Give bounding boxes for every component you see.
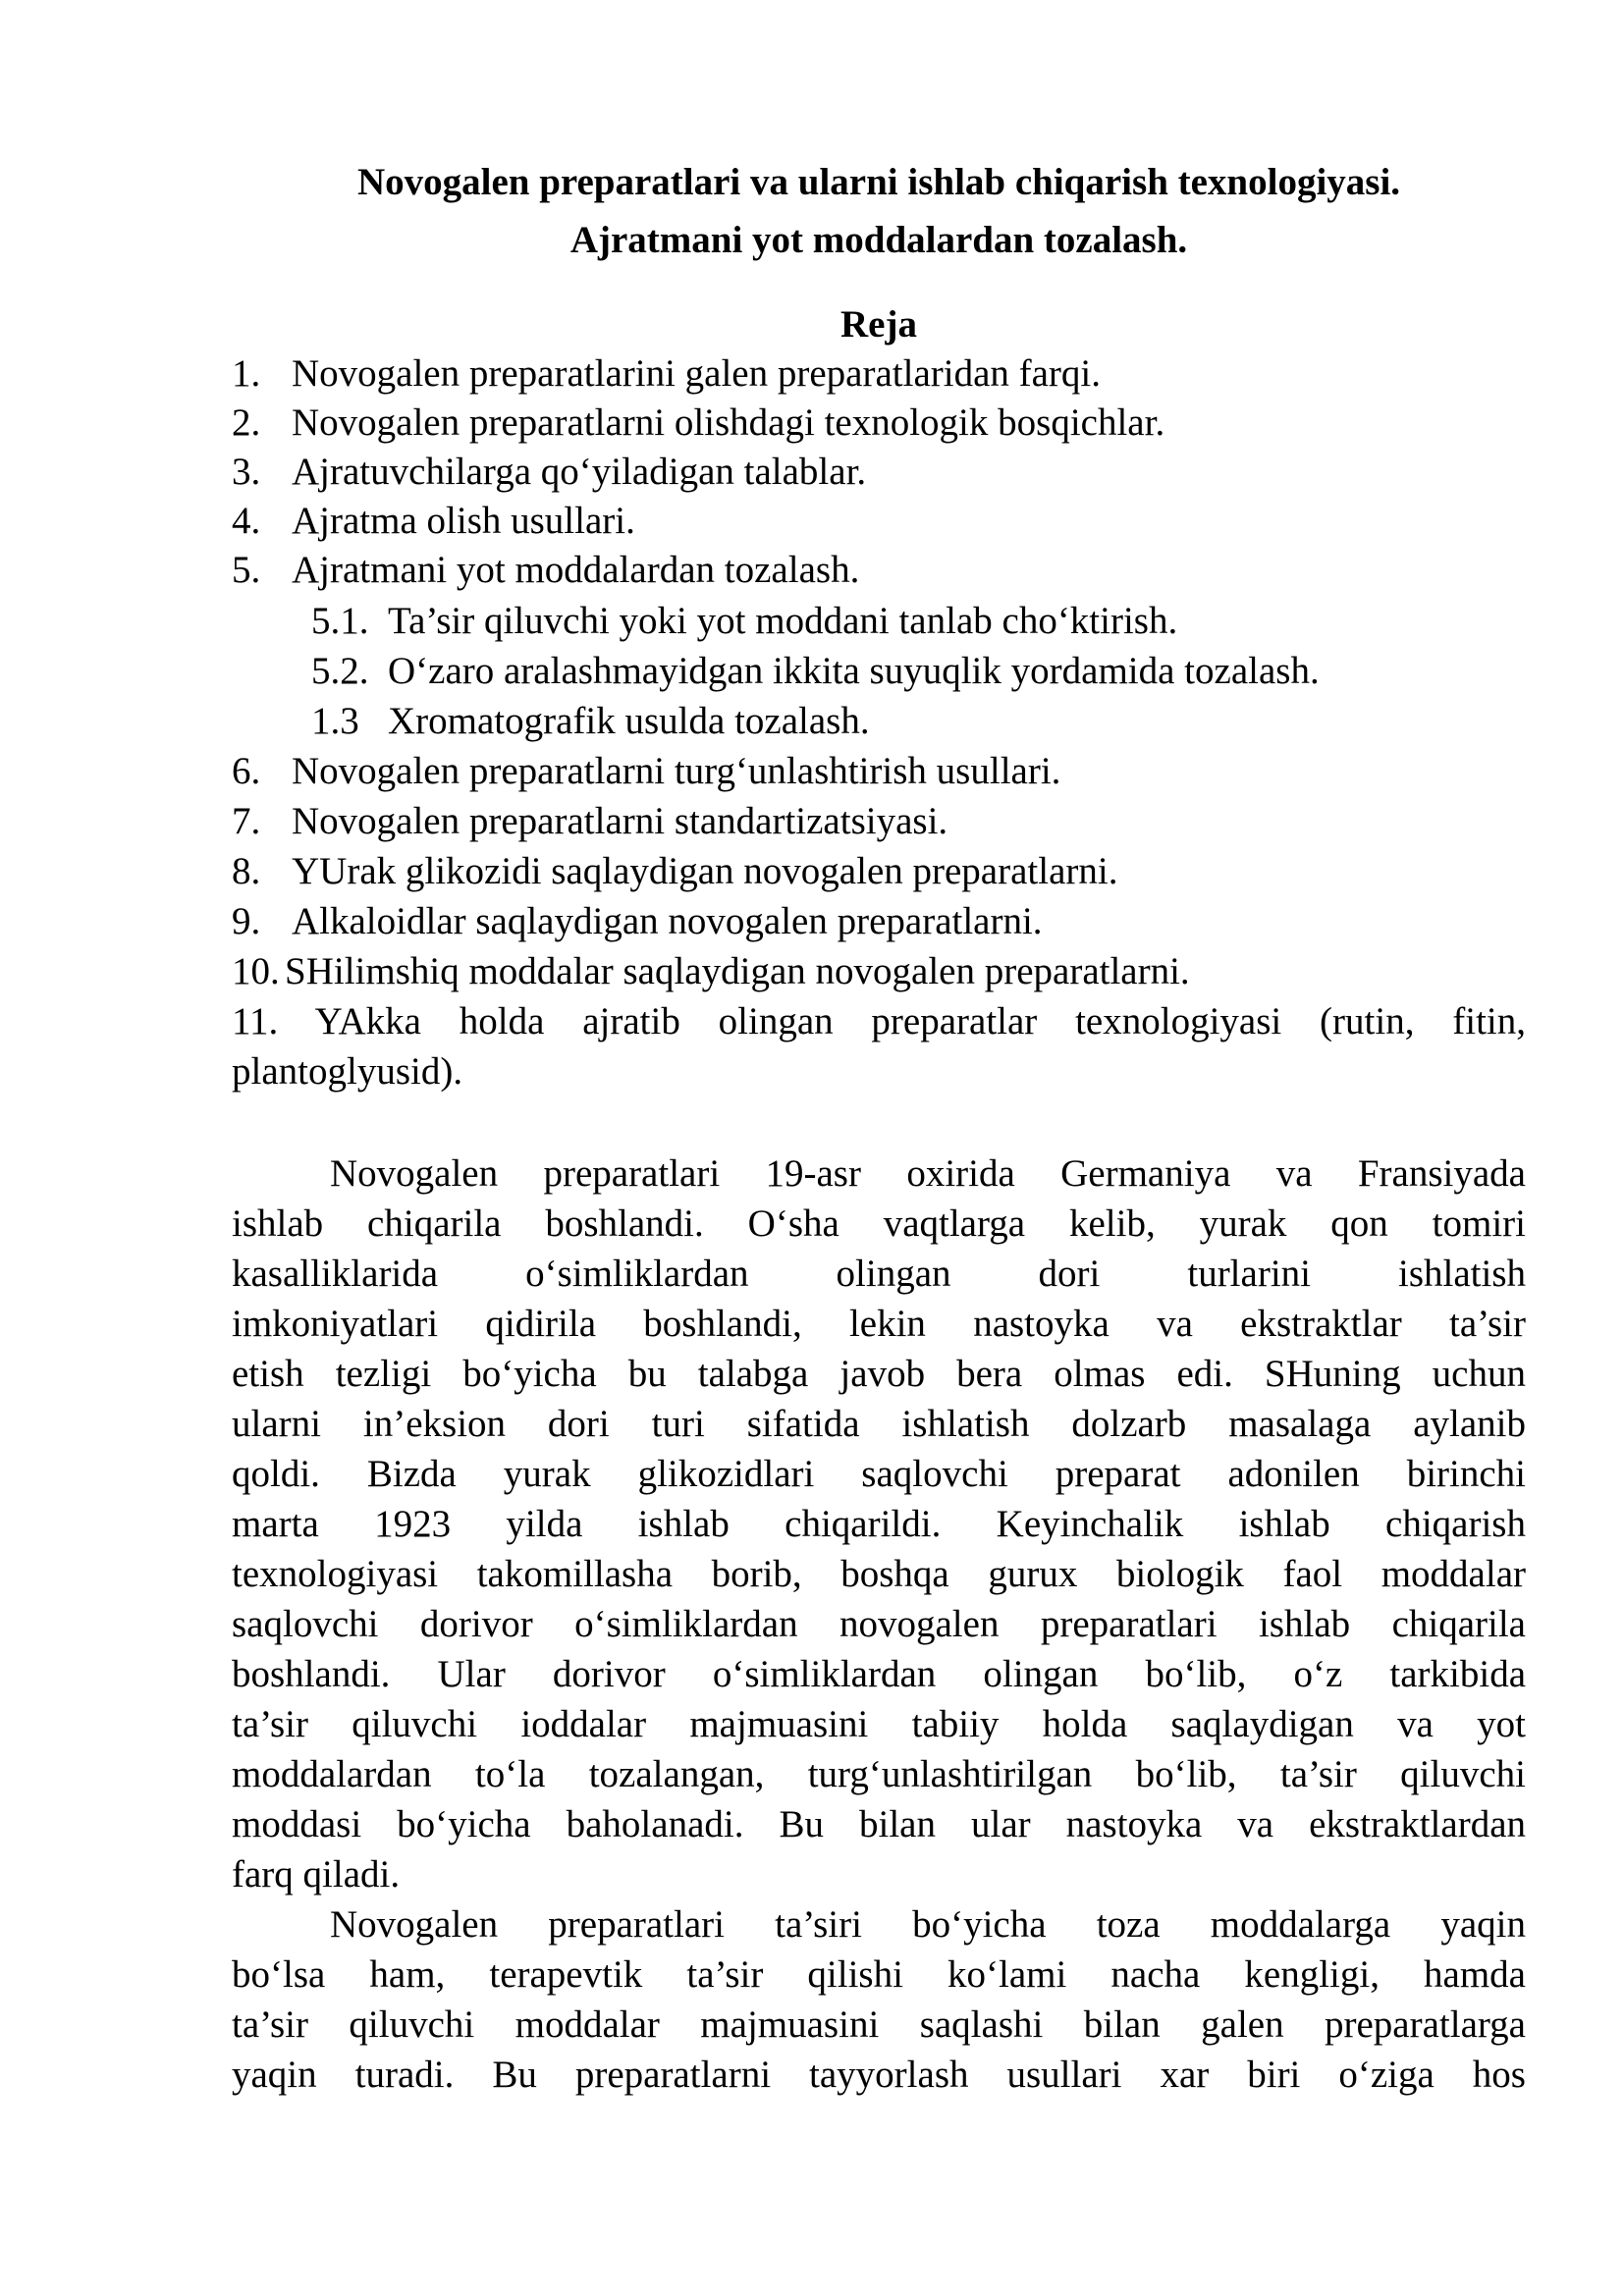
paragraph-line: saqlovchi dorivor o‘simliklardan novogalen preparatlari ishlab chiqarila <box>232 1603 1526 1645</box>
paragraph-line: moddalardan to‘la tozalangan, turg‘unlashtirilgan bo‘lib, ta’sir qiluvchi <box>232 1753 1526 1795</box>
paragraph-line: etish tezligi bo‘yicha bu talabga javob bera olmas edi. SHuning uchun <box>232 1353 1526 1395</box>
plan-item-number: 5. <box>232 549 261 591</box>
plan-item-11-line: plantoglyusid). <box>232 1050 463 1093</box>
paragraph-line: kasalliklarida o‘simliklardan olingan dori turlarini ishlatish <box>232 1253 1526 1295</box>
paragraph-line: farq qiladi. <box>232 1853 401 1896</box>
paragraph-line: ta’sir qiluvchi ioddalar majmuasini tabiiy holda saqlaydigan va yot <box>232 1703 1526 1745</box>
plan-subitem-text: Ta’sir qiluvchi yoki yot moddani tanlab cho‘ktirish. <box>388 600 1178 642</box>
plan-subitem <box>311 696 870 746</box>
plan-item-text: Novogalen preparatlarni turg‘unlashtirish usullari. <box>292 750 1061 792</box>
paragraph-line: qoldi. Bizda yurak glikozidlari saqlovchi preparat adonilen birinchi <box>232 1453 1526 1495</box>
plan-item <box>232 496 635 546</box>
plan-item-number: 9. <box>232 900 261 942</box>
plan-item-text: Ajratmani yot moddalardan tozalash. <box>292 549 860 591</box>
plan-item-text: Alkaloidlar saqlaydigan novogalen preparatlarni. <box>292 900 1043 942</box>
plan-subitem-text: O‘zaro aralashmayidgan ikkita suyuqlik yordamida tozalash. <box>388 650 1320 692</box>
paragraph-line: ishlab chiqarila boshlandi. O‘sha vaqtlarga kelib, yurak qon tomiri <box>232 1202 1526 1245</box>
paragraph-line: yaqin turadi. Bu preparatlarni tayyorlash usullari xar biri o‘ziga hos <box>232 2054 1526 2096</box>
plan-item-text: SHilimshiq moddalar saqlaydigan novogalen preparatlarni. <box>285 950 1190 992</box>
paragraph-line: Novogalen preparatlari 19-asr oxirida Germaniya va Fransiyada <box>330 1152 1526 1195</box>
plan-subitem <box>311 646 1320 696</box>
plan-item <box>232 447 866 497</box>
plan-subitem-number: 5.2. <box>311 650 369 692</box>
plan-item <box>232 398 1164 448</box>
plan-item-number: 1. <box>232 352 261 395</box>
plan-item <box>232 796 947 846</box>
paragraph-line: moddasi bo‘yicha baholanadi. Bu bilan ular nastoyka va ekstraktlardan <box>232 1803 1526 1845</box>
paragraph-line: ularni in’eksion dori turi sifatida ishlatish dolzarb masalaga aylanib <box>232 1403 1526 1445</box>
paragraph-line: ta’sir qiluvchi moddalar majmuasini saqlashi bilan galen preparatlarga <box>232 2003 1526 2046</box>
plan-item-number: 4. <box>232 500 261 542</box>
plan-item <box>232 946 1190 996</box>
plan-item-text: YUrak glikozidi saqlaydigan novogalen preparatlarni. <box>292 850 1118 892</box>
plan-subitem <box>311 596 1177 646</box>
plan-item-number: 2. <box>232 401 261 444</box>
plan-item <box>232 348 1101 399</box>
plan-item <box>232 545 859 595</box>
paragraph-line: imkoniyatlari qidirila boshlandi, lekin nastoyka va ekstraktlar ta’sir <box>232 1303 1526 1345</box>
plan-item-text: Novogalen preparatlarni standartizatsiyasi. <box>292 800 948 842</box>
plan-item-text: Ajratma olish usullari. <box>292 500 635 542</box>
plan-item-text: Novogalen preparatlarni olishdagi texnologik bosqichlar. <box>292 401 1165 444</box>
plan-item <box>232 746 1060 796</box>
plan-heading: Reja <box>840 303 917 346</box>
plan-item-number: 7. <box>232 800 261 842</box>
plan-subitem-number: 5.1. <box>311 600 369 642</box>
paragraph-line: bo‘lsa ham, terapevtik ta’sir qilishi ko‘lami nacha kengligi, hamda <box>232 1953 1526 1996</box>
plan-item-11-line: 11. YAkka holda ajratib olingan preparatlar texnologiyasi (rutin, fitin, <box>232 1000 1526 1042</box>
plan-item-text: Novogalen preparatlarini galen preparatlaridan farqi. <box>292 352 1102 395</box>
paragraph-line: texnologiyasi takomillasha borib, boshqa gurux biologik faol moddalar <box>232 1553 1526 1595</box>
plan-item <box>232 846 1117 896</box>
plan-item-number: 6. <box>232 750 261 792</box>
paragraph-line: marta 1923 yilda ishlab chiqarildi. Keyinchalik ishlab chiqarish <box>232 1503 1526 1545</box>
plan-item-number: 3. <box>232 451 261 493</box>
plan-item-number: 10. <box>232 950 280 992</box>
plan-item-text: Ajratuvchilarga qo‘yiladigan talablar. <box>292 451 867 493</box>
plan-subitem-text: Xromatografik usulda tozalash. <box>388 700 870 742</box>
plan-item-number: 8. <box>232 850 261 892</box>
paragraph-line: boshlandi. Ular dorivor o‘simliklardan olingan bo‘lib, o‘z tarkibida <box>232 1653 1526 1695</box>
document-title-line-2: Ajratmani yot moddalardan tozalash. <box>569 219 1188 261</box>
paragraph-line: Novogalen preparatlari ta’siri bo‘yicha toza moddalarga yaqin <box>330 1903 1526 1946</box>
document-title-line-1: Novogalen preparatlari va ularni ishlab chiqarish texnologiyasi. <box>356 161 1401 203</box>
plan-item <box>232 896 1043 946</box>
plan-subitem-number: 1.3 <box>311 700 359 742</box>
